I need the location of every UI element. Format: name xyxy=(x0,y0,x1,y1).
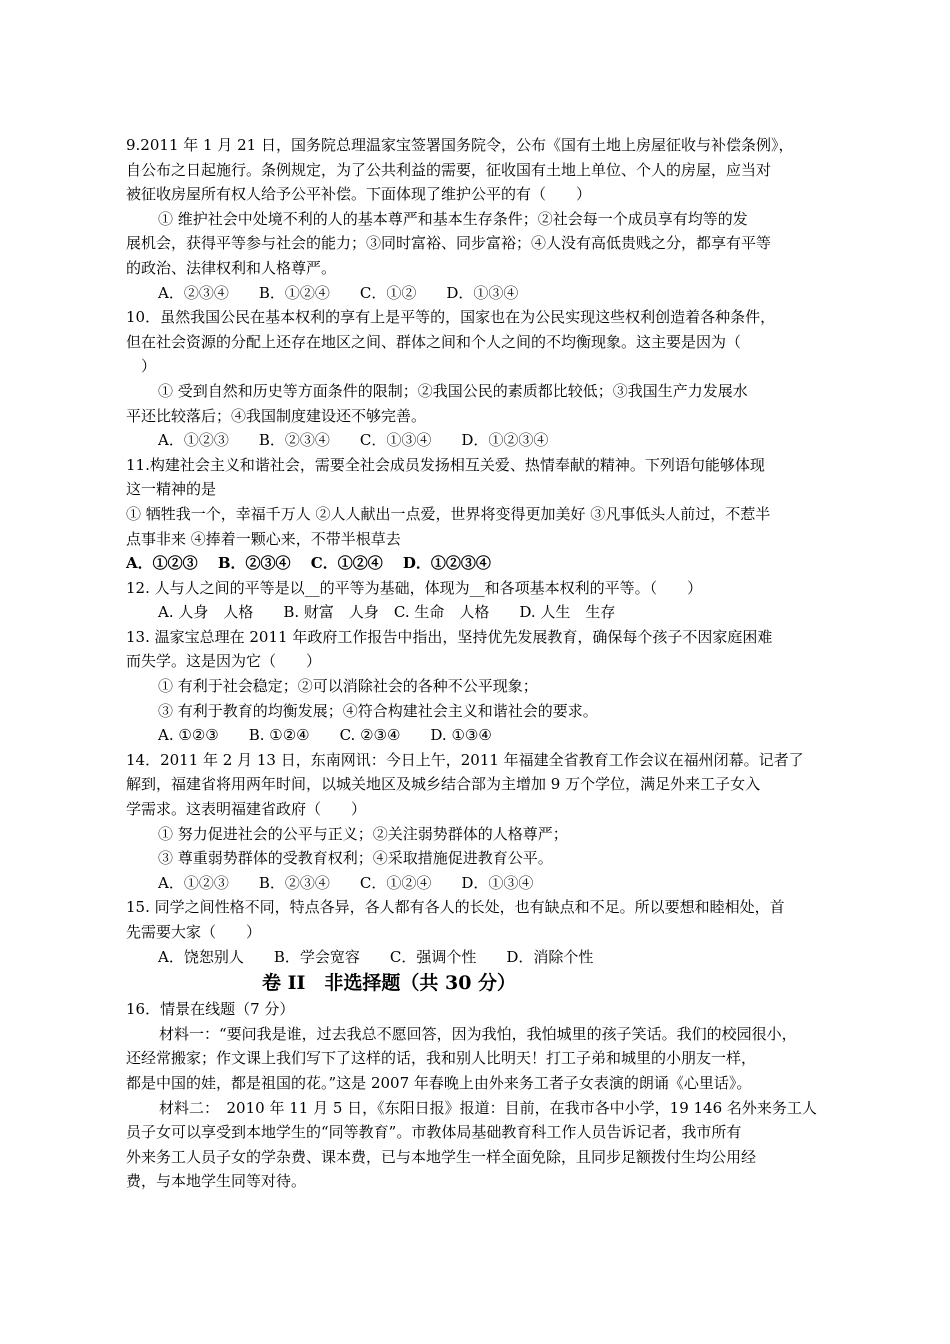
q11-stem-line: 这一精神的是 xyxy=(126,480,217,499)
q16-material-2-line: 材料二： 2010 年 11 月 5 日，《东阳日报》报道：目前，在我市各中小学，19 146 名外来务工人 xyxy=(144,1098,817,1117)
q14-stem-line: 学需求。这表明福建省政府（ ） xyxy=(126,800,367,819)
q14-option-line: ① 努力促进社会的公平与正义；②关注弱势群体的人格尊严； xyxy=(158,824,568,843)
q16-material-1-line: 材料一：“要问我是谁，过去我总不愿回答，因为我怕，我怕城里的孩子笑话。我们的校园很小， xyxy=(144,1024,797,1043)
q13-choices: A. ①②③ B. ①②④ C. ②③④ D. ①③④ xyxy=(158,726,492,745)
q14-stem-line: 解到，福建省将用两年时间，以城关地区及城乡结合部为主增加 9 万个学位，满足外来工子女入 xyxy=(126,775,761,794)
question-16 xyxy=(126,997,826,1194)
question-13 xyxy=(126,625,826,748)
q12-stem-line: 12. 人与人之间的平等是以__的平等为基础，体现为__和各项基本权利的平等。（ ） xyxy=(126,578,703,597)
question-15 xyxy=(126,895,826,969)
q12-choices: A. 人身 人格 B. 财富 人身 C. 生命 人格 D. 人生 生存 xyxy=(158,603,616,622)
q9-stem-line: 被征收房屋所有权人给予公平补偿。下面体现了维护公平的有（ ） xyxy=(126,185,592,204)
q16-title: 16．情景在线题（7 分） xyxy=(126,1000,295,1019)
question-12 xyxy=(126,576,826,625)
q15-stem-line: 先需要大家（ ） xyxy=(126,923,262,941)
q14-stem-line: 14．2011 年 2 月 13 日，东南网讯：今日上午，2011 年福建全省教育工作会议在福州闭幕。记者了 xyxy=(126,750,804,769)
q16-material-1-line: 还经常搬家；作文课上我们写下了这样的话，我和别人比明天！打工子弟和城里的小朋友一样， xyxy=(126,1049,757,1068)
q9-choices: A．②③④ B．①②④ C．①② D．①③④ xyxy=(158,283,519,302)
q15-choices: A．饶恕别人 B．学会宽容 C．强调个性 D．消除个性 xyxy=(158,947,594,966)
q13-option-line: ③ 有利于教育的均衡发展；④符合构建社会主义和谐社会的要求。 xyxy=(158,701,598,720)
question-14 xyxy=(126,748,826,896)
question-10 xyxy=(126,305,826,453)
q11-stem-line: ① 牺牲我一个，幸福千万人 ②人人献出一点爱，世界将变得更加美好 ③凡事低头人前过，不惹半 xyxy=(126,504,771,523)
q9-option-line: 的政治、法律权利和人格尊严。 xyxy=(126,258,337,277)
q11-stem-line: 点事非来 ④捧着一颗心来，不带半根草去 xyxy=(126,529,401,548)
q15-stem-line: 15. 同学之间性格不同，特点各异，各人都有各人的长处，也有缺点和不足。所以要想和睦相处，首 xyxy=(126,898,785,917)
q10-choices: A．①②③ B．②③④ C．①③④ D．①②③④ xyxy=(158,431,549,450)
q10-stem-line: 但在社会资源的分配上还存在地区之间、群体之间和个人之间的不均衡现象。这主要是因为（ xyxy=(126,332,742,351)
q13-stem-line: 13. 温家宝总理在 2011 年政府工作报告中指出，坚持优先发展教育，确保每个孩子不因家庭困难 xyxy=(126,627,773,646)
q9-stem-line: 自公布之日起施行。条例规定，为了公共利益的需要，征收国有土地上单位、个人的房屋，应当对 xyxy=(126,160,772,179)
q14-choices: A．①②③ B．②③④ C．①②④ D．①③④ xyxy=(158,873,534,892)
q11-stem-line: 11.构建社会主义和谐社会，需要全社会成员发扬相互关爱、热情奉献的精神。下列语句能够体现 xyxy=(126,455,765,474)
exam-page xyxy=(126,133,826,1194)
q13-option-line: ① 有利于社会稳定；②可以消除社会的各种不公平现象； xyxy=(158,677,538,696)
q16-material-2-line: 外来务工人员子女的学杂费、课本费，已与本地学生一样全面免除，且同步足额拨付生均公用经 xyxy=(126,1147,757,1166)
q10-option-line: 平还比较落后；④我国制度建设还不够完善。 xyxy=(126,406,427,425)
q10-stem-line: 10．虽然我国公民在基本权利的享有上是平等的，国家也在为公民实现这些权利创造着各种条件， xyxy=(126,308,776,327)
section-2-title: 卷 II 非选择题（共 30 分） xyxy=(262,972,517,995)
q9-option-line: 展机会，获得平等参与社会的能力；③同时富裕、同步富裕；④人没有高低贵贱之分，都享有平等 xyxy=(126,234,772,253)
q10-option-line: ① 受到自然和历史等方面条件的限制；②我国公民的素质都比较低；③我国生产力发展水 xyxy=(158,381,748,400)
question-11 xyxy=(126,453,826,576)
q14-option-line: ③ 尊重弱势群体的受教育权利；④采取措施促进教育公平。 xyxy=(158,849,553,868)
q13-stem-line: 而失学。这是因为它（ ） xyxy=(126,652,322,671)
q10-stem-line: ） xyxy=(126,357,157,376)
q9-option-line: ① 维护社会中处境不利的人的基本尊严和基本生存条件；②社会每一个成员享有均等的发 xyxy=(158,209,748,228)
q16-material-2-line: 费，与本地学生同等对待。 xyxy=(126,1172,307,1191)
q16-material-2-line: 员子女可以享受到本地学生的“同等教育”。市教体局基础教育科工作人员告诉记者，我市所有 xyxy=(126,1123,742,1142)
q16-material-1-line: 都是中国的娃，都是祖国的花。”这是 2007 年春晚上由外来务工者子女表演的朗诵《心里话》。 xyxy=(126,1073,752,1092)
q9-stem-line: 9.2011 年 1 月 21 日，国务院总理温家宝签署国务院令，公布《国有土地上房屋征收与补偿条例》， xyxy=(126,136,794,154)
question-9 xyxy=(126,133,826,305)
q11-choices: A．①②③ B．②③④ C．①②④ D．①②③④ xyxy=(126,554,491,573)
